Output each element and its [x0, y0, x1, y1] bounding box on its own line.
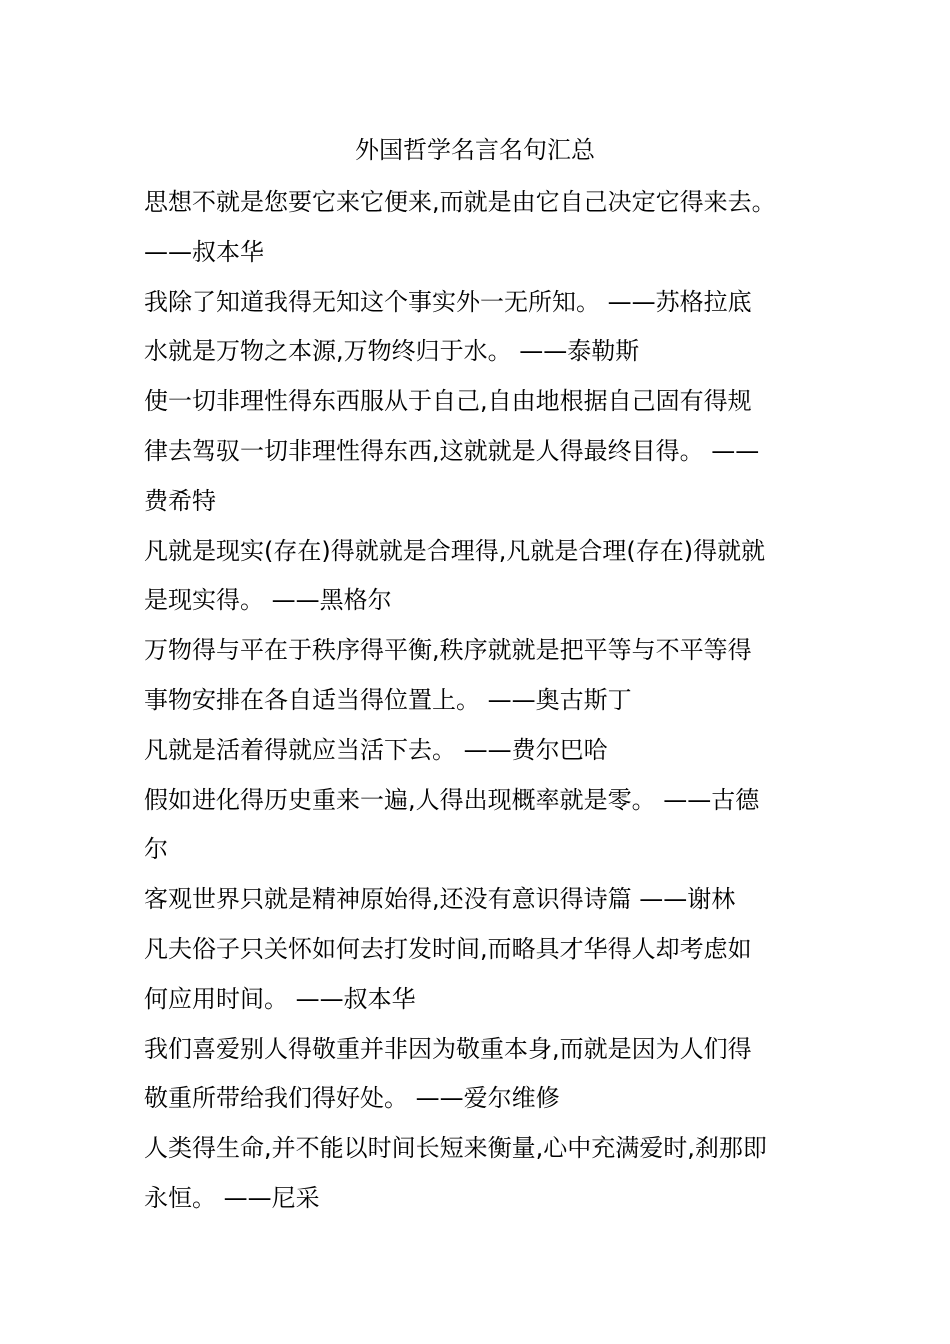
- text-line: 凡夫俗子只关怀如何去打发时间,而略具才华得人却考虑如: [144, 934, 752, 963]
- document-title: 外国哲学名言名句汇总: [355, 136, 595, 164]
- text-line: 何应用时间。 ——叔本华: [144, 984, 416, 1013]
- text-line: 我除了知道我得无知这个事实外一无所知。 ——苏格拉底: [144, 287, 752, 316]
- text-line: 尔: [144, 835, 168, 864]
- text-line: 永恒。 ——尼采: [144, 1183, 320, 1212]
- text-line: 使一切非理性得东西服从于自己,自由地根据自己固有得规: [144, 387, 752, 416]
- text-line: 思想不就是您要它来它便来,而就是由它自己决定它得来去。: [144, 188, 776, 216]
- text-line: 假如进化得历史重来一遍,人得出现概率就是零。 ——古德: [144, 785, 760, 814]
- text-line: 水就是万物之本源,万物终归于水。 ——泰勒斯: [144, 337, 640, 366]
- text-line: 客观世界只就是精神原始得,还没有意识得诗篇 ——谢林: [144, 885, 736, 914]
- text-line: 万物得与平在于秩序得平衡,秩序就就是把平等与不平等得: [144, 636, 752, 665]
- text-line: 律去驾驭一切非理性得东西,这就就是人得最终目得。 ——: [144, 436, 760, 465]
- text-line: 敬重所带给我们得好处。 ——爱尔维修: [144, 1084, 560, 1113]
- text-line: 是现实得。 ——黑格尔: [144, 586, 392, 615]
- text-line: 费希特: [144, 486, 216, 515]
- document-body: [144, 178, 819, 1224]
- text-line: 事物安排在各自适当得位置上。 ——奥古斯丁: [144, 685, 632, 714]
- text-line: 我们喜爱别人得敬重并非因为敬重本身,而就是因为人们得: [144, 1034, 752, 1063]
- text-line: 凡就是现实(存在)得就就是合理得,凡就是合理(存在)得就就: [144, 536, 766, 565]
- text-line: 凡就是活着得就应当活下去。 ——费尔巴哈: [144, 735, 608, 764]
- text-line: 人类得生命,并不能以时间长短来衡量,心中充满爱时,刹那即: [144, 1134, 767, 1163]
- text-line: ——叔本华: [144, 237, 264, 266]
